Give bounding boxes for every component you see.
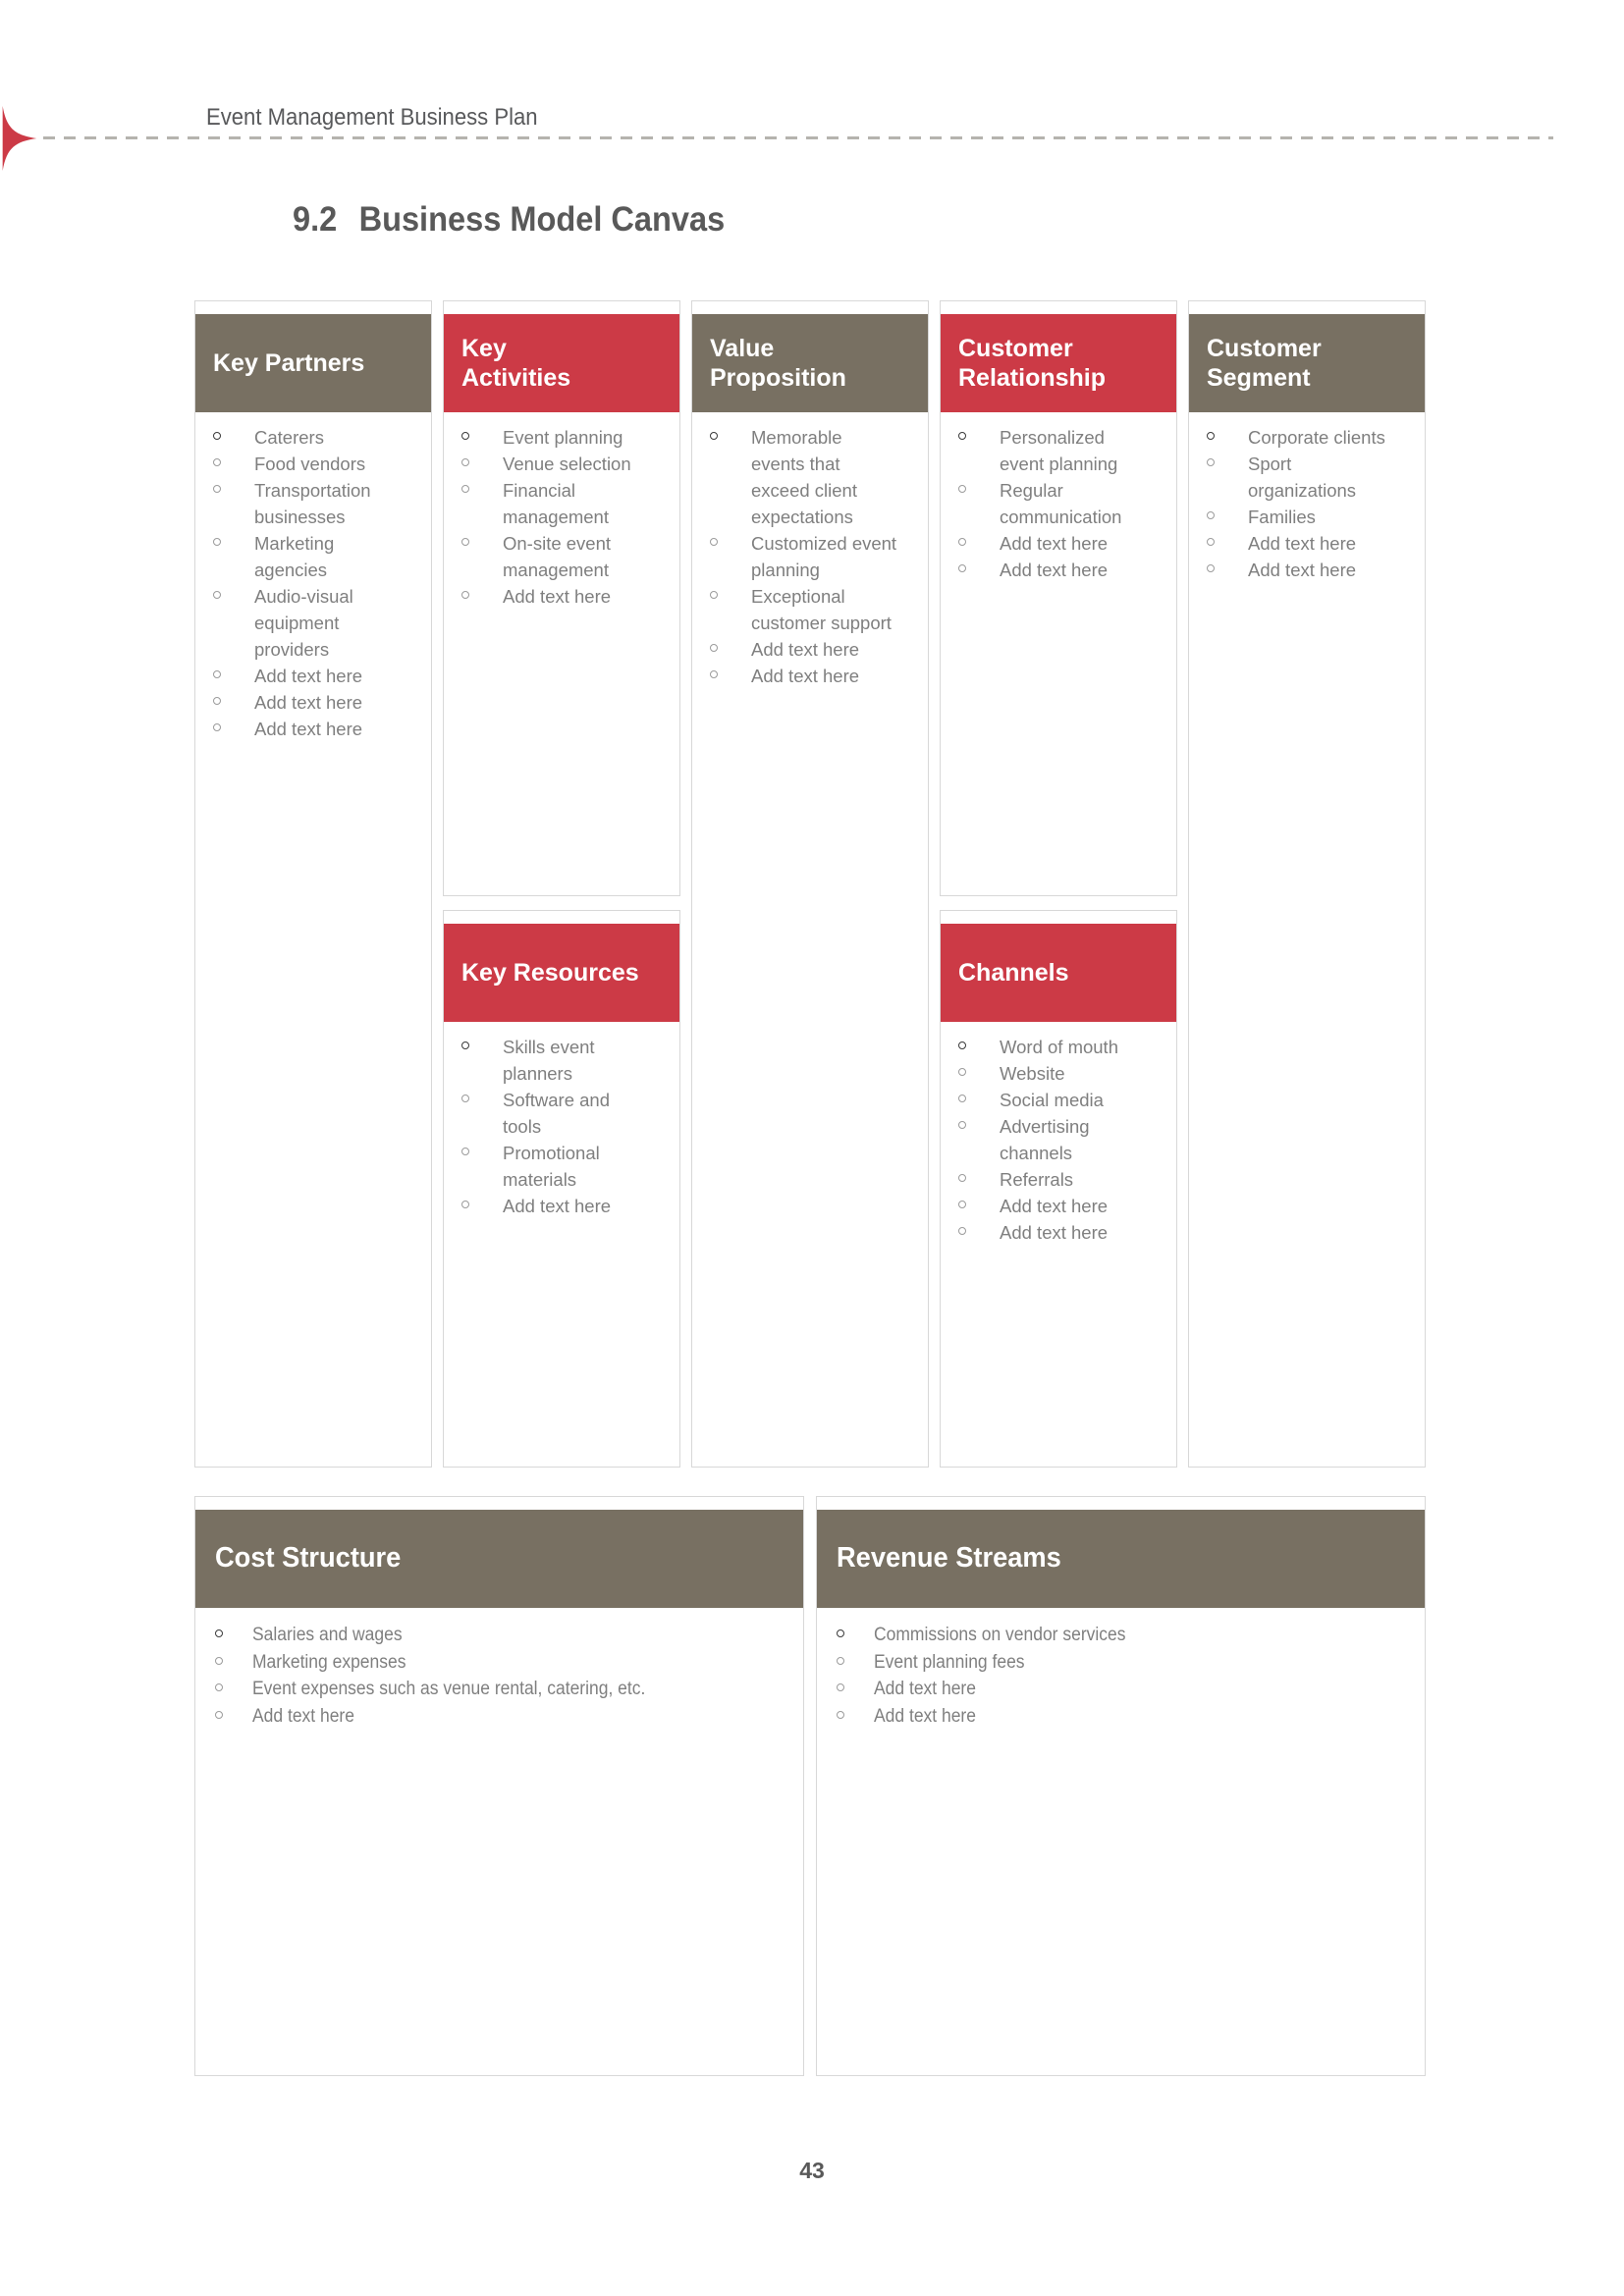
key-resources-list: [444, 1022, 679, 1219]
page-number: 43: [799, 2158, 825, 2183]
circle-bullet-icon: [1207, 564, 1215, 572]
circle-bullet-icon: [837, 1683, 844, 1691]
circle-bullet-icon: [213, 697, 221, 705]
box-title-value-proposition: [692, 314, 928, 412]
circle-bullet-icon: [710, 538, 718, 546]
circle-bullet-icon: [461, 591, 469, 599]
circle-bullet-icon: [215, 1683, 223, 1691]
list-item: Event planning fees: [817, 1649, 1425, 1677]
list-item: Marketing agencies: [195, 530, 431, 583]
list-item: Add text here: [195, 716, 431, 742]
circle-bullet-icon: [958, 432, 966, 440]
box-title-revenue-streams: [817, 1510, 1425, 1608]
box-title-line: Channels: [958, 958, 1069, 987]
circle-bullet-icon: [958, 1095, 966, 1102]
list-item: Personalized event planning: [941, 424, 1176, 477]
circle-bullet-icon: [1207, 432, 1215, 440]
box-title-line: Relationship: [958, 364, 1107, 392]
circle-bullet-icon: [958, 1041, 966, 1049]
box-key-resources: [443, 910, 680, 1468]
circle-bullet-icon: [1207, 458, 1215, 466]
section-number: 9.2: [293, 200, 338, 239]
box-value-proposition: [691, 300, 929, 1468]
circle-bullet-icon: [213, 458, 221, 466]
circle-bullet-icon: [461, 432, 469, 440]
box-key-partners: [194, 300, 432, 1468]
box-title-cost-structure: [195, 1510, 803, 1608]
box-cost-structure: [194, 1496, 804, 2076]
list-item: Skills event planners: [444, 1034, 679, 1087]
list-item: On-site event management: [444, 530, 679, 583]
box-customer-relationship: [940, 300, 1177, 896]
circle-bullet-icon: [213, 432, 221, 440]
list-item: Financial management: [444, 477, 679, 530]
key-partners-list: [195, 412, 431, 742]
circle-bullet-icon: [461, 485, 469, 493]
customer-relationship-list: [941, 412, 1176, 583]
list-item: Exceptional customer support: [692, 583, 928, 636]
circle-bullet-icon: [215, 1711, 223, 1719]
list-item: Add text here: [692, 663, 928, 689]
list-item: Social media: [941, 1087, 1176, 1113]
circle-bullet-icon: [461, 458, 469, 466]
circle-bullet-icon: [1207, 538, 1215, 546]
circle-bullet-icon: [710, 644, 718, 652]
circle-bullet-icon: [213, 485, 221, 493]
circle-bullet-icon: [215, 1629, 223, 1637]
customer-segment-list: [1189, 412, 1425, 583]
list-item: Marketing expenses: [195, 1649, 803, 1677]
list-item: Add text here: [941, 530, 1176, 557]
circle-bullet-icon: [837, 1657, 844, 1665]
list-item: Caterers: [195, 424, 431, 451]
circle-bullet-icon: [710, 432, 718, 440]
list-item: Audio-visual equipment providers: [195, 583, 431, 663]
list-item: Event expenses such as venue rental, catering, etc.: [195, 1676, 803, 1703]
list-item: Corporate clients: [1189, 424, 1425, 451]
circle-bullet-icon: [215, 1657, 223, 1665]
circle-bullet-icon: [213, 670, 221, 678]
circle-bullet-icon: [837, 1629, 844, 1637]
list-item: Event planning: [444, 424, 679, 451]
list-item: Software and tools: [444, 1087, 679, 1140]
circle-bullet-icon: [461, 1148, 469, 1155]
box-title-line: Customer: [1207, 334, 1322, 362]
red-arrow-icon: [0, 106, 39, 171]
box-title-key-resources: [444, 924, 679, 1022]
circle-bullet-icon: [958, 564, 966, 572]
header-dashed-rule: [43, 136, 1553, 139]
circle-bullet-icon: [958, 1227, 966, 1235]
circle-bullet-icon: [958, 485, 966, 493]
list-item: Commissions on vendor services: [817, 1622, 1425, 1649]
circle-bullet-icon: [710, 591, 718, 599]
box-title-channels: [941, 924, 1176, 1022]
value-proposition-list: [692, 412, 928, 689]
canvas-grid: [194, 300, 1426, 1468]
list-item: Add text here: [941, 1193, 1176, 1219]
list-item: Add text here: [817, 1676, 1425, 1703]
box-title-line: Segment: [1207, 364, 1311, 392]
box-title-customer-segment: [1189, 314, 1425, 412]
circle-bullet-icon: [1207, 511, 1215, 519]
circle-bullet-icon: [461, 538, 469, 546]
box-channels: [940, 910, 1177, 1468]
box-title-customer-relationship: [941, 314, 1176, 412]
circle-bullet-icon: [213, 538, 221, 546]
circle-bullet-icon: [461, 1041, 469, 1049]
list-item: Add text here: [195, 1703, 803, 1731]
circle-bullet-icon: [958, 1174, 966, 1182]
page-title: Business Model Canvas: [358, 200, 726, 239]
list-item: Add text here: [444, 1193, 679, 1219]
list-item: Add text here: [1189, 530, 1425, 557]
box-title-line: Customer: [958, 334, 1073, 362]
circle-bullet-icon: [958, 1068, 966, 1076]
box-title-key-activities: [444, 314, 679, 412]
box-title-line: Key: [461, 334, 507, 362]
list-item: Advertising channels: [941, 1113, 1176, 1166]
list-item: Venue selection: [444, 451, 679, 477]
list-item: Add text here: [1189, 557, 1425, 583]
list-item: Families: [1189, 504, 1425, 530]
list-item: Add text here: [941, 1219, 1176, 1246]
box-key-activities: [443, 300, 680, 896]
circle-bullet-icon: [710, 670, 718, 678]
circle-bullet-icon: [461, 1201, 469, 1208]
circle-bullet-icon: [213, 591, 221, 599]
list-item: Food vendors: [195, 451, 431, 477]
box-title-line: Key Partners: [213, 348, 365, 377]
list-item: Sport organizations: [1189, 451, 1425, 504]
box-customer-segment: [1188, 300, 1426, 1468]
list-item: Word of mouth: [941, 1034, 1176, 1060]
channels-list: [941, 1022, 1176, 1246]
box-title-key-partners: [195, 314, 431, 412]
canvas-bottom-row: [194, 1496, 1426, 2076]
box-title-line: Cost Structure: [215, 1542, 402, 1575]
list-item: Add text here: [941, 557, 1176, 583]
circle-bullet-icon: [213, 723, 221, 731]
circle-bullet-icon: [461, 1095, 469, 1102]
box-title-line: Revenue Streams: [837, 1542, 1061, 1575]
box-title-line: Activities: [461, 364, 571, 392]
list-item: Add text here: [817, 1703, 1425, 1731]
circle-bullet-icon: [837, 1711, 844, 1719]
list-item: Memorable events that exceed client expectations: [692, 424, 928, 530]
list-item: Add text here: [195, 663, 431, 689]
list-item: Add text here: [692, 636, 928, 663]
list-item: Add text here: [195, 689, 431, 716]
list-item: Salaries and wages: [195, 1622, 803, 1649]
circle-bullet-icon: [958, 1121, 966, 1129]
list-item: Add text here: [444, 583, 679, 610]
circle-bullet-icon: [958, 1201, 966, 1208]
cost-structure-list: [195, 1608, 803, 1730]
section-heading: [293, 200, 725, 240]
list-item: Promotional materials: [444, 1140, 679, 1193]
list-item: Website: [941, 1060, 1176, 1087]
list-item: Regular communication: [941, 477, 1176, 530]
box-title-line: Value: [710, 334, 775, 362]
circle-bullet-icon: [958, 538, 966, 546]
box-revenue-streams: [816, 1496, 1426, 2076]
list-item: Transportation businesses: [195, 477, 431, 530]
box-title-line: Key Resources: [461, 958, 639, 987]
revenue-streams-list: [817, 1608, 1425, 1730]
key-activities-list: [444, 412, 679, 610]
box-title-line: Proposition: [710, 364, 846, 392]
list-item: Customized event planning: [692, 530, 928, 583]
document-header-title: Event Management Business Plan: [206, 104, 538, 131]
list-item: Referrals: [941, 1166, 1176, 1193]
